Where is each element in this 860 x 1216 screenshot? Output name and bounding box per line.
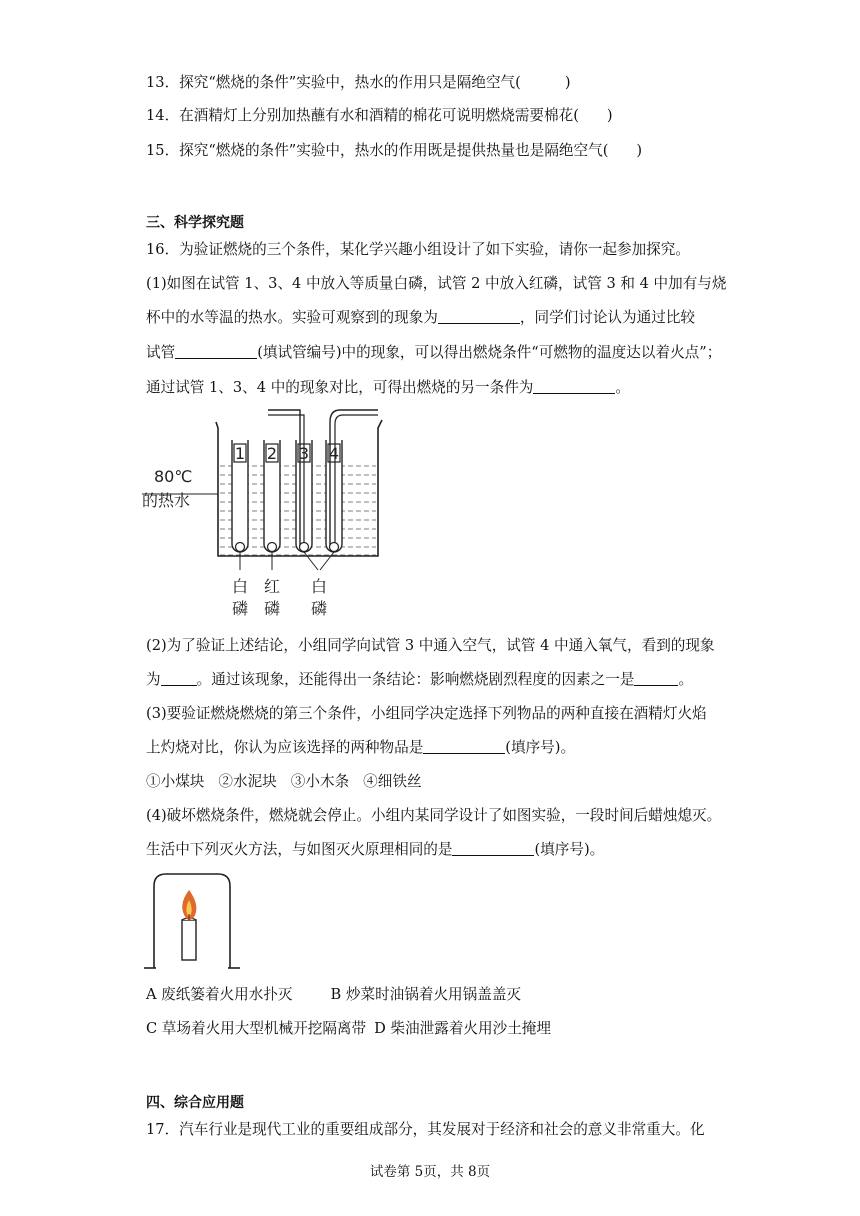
q16-part3-line1: (3)要验证燃烧燃烧的第三个条件，小组同学决定选择下列物品的两种直接在酒精灯火焰 bbox=[146, 705, 707, 722]
page-footer: 试卷第 5页，共 8页 bbox=[369, 1164, 491, 1180]
item-1: ①小煤块 bbox=[146, 773, 205, 790]
q17-text: 17．汽车行业是现代工业的重要组成部分，其发展对于经济和社会的意义非常重大。化 bbox=[146, 1121, 705, 1138]
q16-options-row1 bbox=[146, 985, 521, 1005]
q16-items bbox=[146, 772, 422, 792]
label-white-phosphorus-1a: 白 bbox=[231, 577, 249, 596]
q16-part4-line2: 生活中下列灭火方法，与如图灭火原理相同的是 (填序号)。 bbox=[146, 841, 605, 858]
item-4: ④细铁丝 bbox=[363, 773, 422, 790]
q16-part1-line4: 通过试管 1、3、4 中的现象对比，可得出燃烧的另一条件为 。 bbox=[146, 379, 630, 396]
section-3-title: 三、科学探究题 bbox=[146, 215, 244, 231]
label-white-phosphorus-1b: 磷 bbox=[231, 599, 249, 618]
candle bbox=[182, 890, 196, 960]
answer-blank[interactable] bbox=[634, 671, 678, 686]
tube-number-1: 1 bbox=[234, 444, 246, 463]
candle-jar-figure bbox=[142, 868, 242, 972]
judgment-14: 14．在酒精灯上分别加热蘸有水和酒精的棉花可说明燃烧需要棉花( ) bbox=[146, 107, 613, 124]
answer-blank[interactable] bbox=[161, 671, 197, 686]
beaker-figure bbox=[140, 402, 390, 632]
water-temperature-label: 80℃ bbox=[154, 467, 193, 486]
q16-stem: 16．为验证燃烧的三个条件，某化学兴趣小组设计了如下实验，请你一起参加探究。 bbox=[146, 241, 690, 258]
item-3: ③小木条 bbox=[290, 773, 350, 790]
q16-part1-line1: (1)如图在试管 1、3、4 中放入等质量白磷，试管 2 中放入红磷，试管 3 和 4 中加有与烧 bbox=[146, 275, 727, 292]
judgment-15: 15．探究“燃烧的条件”实验中，热水的作用既是提供热量也是隔绝空气( ) bbox=[146, 142, 643, 159]
q16-part4-line1: (4)破坏燃烧条件，燃烧就会停止。小组内某同学设计了如图实验，一段时间后蜡烛熄灭。 bbox=[146, 807, 722, 824]
answer-blank[interactable] bbox=[452, 841, 534, 856]
option-d: D 柴油泄露着火用沙土掩埋 bbox=[374, 1020, 551, 1037]
q16-part1-line2: 杯中的水等温的热水。实验可观察到的现象为 ，同学们讨论认为通过比较 bbox=[146, 309, 696, 326]
option-c: C 草场着火用大型机械开挖隔离带 bbox=[146, 1020, 367, 1037]
section-4-title: 四、综合应用题 bbox=[146, 1095, 244, 1111]
q16-part1-line3: 试管 (填试管编号)中的现象，可以得出燃烧条件“可燃物的温度达以着火点”； bbox=[146, 344, 722, 361]
answer-blank[interactable] bbox=[438, 309, 520, 324]
label-red-phosphorus-b: 磷 bbox=[263, 599, 281, 618]
hot-water-label: 的热水 bbox=[142, 491, 191, 510]
tube-number-3: 3 bbox=[298, 444, 310, 463]
label-white-phosphorus-2a: 白 bbox=[310, 577, 328, 596]
answer-blank[interactable] bbox=[533, 379, 615, 394]
option-a: A 废纸篓着火用水扑灭 bbox=[146, 986, 293, 1003]
answer-blank[interactable] bbox=[423, 739, 505, 754]
q16-part2-line2: 为 。通过该现象，还能得出一条结论：影响燃烧剧烈程度的因素之一是 。 bbox=[146, 671, 694, 688]
label-red-phosphorus-a: 红 bbox=[263, 577, 281, 596]
q16-part3-line2: 上灼烧对比，你认为应该选择的两种物品是 (填序号)。 bbox=[146, 739, 576, 756]
tube-number-4: 4 bbox=[328, 444, 340, 463]
answer-blank[interactable] bbox=[175, 344, 257, 359]
judgment-13: 13．探究“燃烧的条件”实验中，热水的作用只是隔绝空气( ) bbox=[146, 74, 571, 91]
item-2: ②水泥块 bbox=[218, 773, 277, 790]
tube-number-2: 2 bbox=[266, 444, 278, 463]
test-tubes bbox=[232, 440, 342, 552]
q16-part2-line1: (2)为了验证上述结论，小组同学向试管 3 中通入空气，试管 4 中通入氧气，看到的现象 bbox=[146, 637, 715, 654]
option-b: B 炒菜时油锅着火用锅盖盖灭 bbox=[330, 986, 522, 1003]
label-white-phosphorus-2b: 磷 bbox=[310, 599, 328, 618]
q16-options-row2 bbox=[146, 1019, 551, 1039]
